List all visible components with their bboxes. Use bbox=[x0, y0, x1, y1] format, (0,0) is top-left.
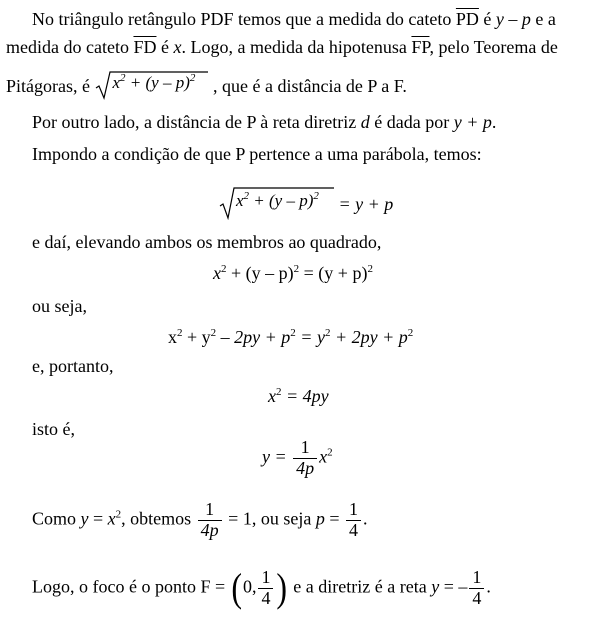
text-line-11 bbox=[32, 565, 491, 611]
variable: y bbox=[80, 508, 89, 529]
text: . bbox=[486, 576, 491, 597]
numerator: 1 bbox=[472, 567, 482, 587]
numerator: 1 bbox=[348, 499, 358, 519]
numerator: 1 bbox=[205, 499, 215, 519]
expression: y – p bbox=[495, 9, 531, 29]
text-line-1 bbox=[32, 10, 556, 28]
segment-fd: $\overline{FD}$ bbox=[133, 37, 157, 57]
variable: x bbox=[112, 73, 121, 92]
exponent: 2 bbox=[120, 72, 126, 84]
text: Impondo a condição de que P pertence a uma parábola, temos: bbox=[32, 144, 482, 164]
expression: = (y + p) bbox=[299, 263, 368, 283]
text-line-3 bbox=[6, 70, 407, 100]
equation-5 bbox=[262, 438, 333, 479]
text: é bbox=[478, 9, 496, 29]
sqrt-expression bbox=[218, 186, 334, 220]
expression: + (y – p) bbox=[249, 191, 314, 210]
exponent: 2 bbox=[221, 263, 227, 275]
variable: x bbox=[168, 327, 177, 347]
text-line-2 bbox=[6, 38, 558, 56]
exponent: 2 bbox=[177, 327, 183, 339]
text: isto é, bbox=[32, 419, 75, 439]
text: e a diretriz é a reta bbox=[288, 576, 432, 597]
denominator: 4 bbox=[258, 588, 273, 609]
expression: + (y – p) bbox=[125, 73, 190, 92]
equation-2 bbox=[213, 264, 373, 282]
exponent: 2 bbox=[293, 263, 300, 275]
equation-3 bbox=[168, 328, 413, 346]
denominator: 4 bbox=[469, 588, 484, 609]
numerator: 1 bbox=[300, 437, 310, 457]
expression: – 2py + p bbox=[216, 327, 291, 347]
text: . bbox=[362, 508, 368, 529]
exponent: 2 bbox=[367, 263, 373, 275]
variable: y bbox=[431, 576, 440, 597]
variable: x bbox=[107, 508, 116, 529]
expression: + y bbox=[182, 327, 211, 347]
equation-4 bbox=[268, 387, 329, 405]
variable: p bbox=[315, 508, 325, 529]
exponent: 2 bbox=[276, 386, 282, 398]
exponent: 2 bbox=[210, 327, 217, 339]
text-line-8 bbox=[32, 357, 113, 375]
variable: x bbox=[268, 386, 276, 406]
text-line-7 bbox=[32, 297, 87, 315]
text: . bbox=[491, 112, 497, 132]
denominator: 4p bbox=[293, 458, 317, 479]
text: ou seja, bbox=[32, 296, 87, 316]
text: é dada por bbox=[369, 112, 454, 132]
text: = bbox=[88, 508, 108, 529]
exponent: 2 bbox=[189, 72, 196, 84]
exponent: 2 bbox=[243, 190, 250, 202]
text: Pitágoras, é bbox=[6, 76, 95, 96]
variable: x bbox=[319, 446, 328, 467]
variable: d bbox=[360, 112, 370, 132]
text: Logo, o foco é o ponto F = bbox=[32, 576, 230, 597]
denominator: 4 bbox=[346, 520, 361, 541]
text-line-6 bbox=[32, 233, 381, 251]
fraction bbox=[198, 500, 222, 541]
numerator: 1 bbox=[261, 567, 271, 587]
text: e, portanto, bbox=[32, 356, 114, 376]
text: = 1, ou seja bbox=[223, 508, 316, 529]
text-line-4 bbox=[32, 113, 496, 131]
text: Por outro lado, a distância de P à reta diretriz bbox=[32, 112, 361, 132]
expression: = y bbox=[295, 327, 325, 347]
open-paren: ( bbox=[230, 565, 242, 611]
exponent: 2 bbox=[324, 327, 331, 339]
denominator: 4p bbox=[198, 520, 222, 541]
exponent: 2 bbox=[327, 446, 333, 459]
sqrt-expression bbox=[94, 70, 208, 100]
exponent: 2 bbox=[115, 508, 122, 521]
text: e daí, elevando ambos os membros ao quadrado, bbox=[32, 232, 382, 252]
text-line-10 bbox=[32, 500, 367, 541]
text: . Logo, a medida da hipotenusa bbox=[181, 37, 412, 57]
equation-1 bbox=[218, 186, 393, 220]
text: = bbox=[324, 508, 344, 529]
text: No triângulo retângulo PDF temos que a medida do cateto bbox=[32, 9, 456, 29]
segment-pd: $\overline{PD}$ bbox=[455, 9, 479, 29]
text-line-5 bbox=[32, 145, 482, 163]
text: , obtemos bbox=[121, 508, 196, 529]
expression: = y + p bbox=[334, 194, 394, 214]
exponent: 2 bbox=[313, 190, 319, 202]
fraction bbox=[469, 568, 484, 609]
variable: x bbox=[236, 191, 244, 210]
segment-fp: $\overline{FP}$ bbox=[411, 37, 430, 57]
fraction bbox=[293, 438, 317, 479]
text: , que é a distância de P a F. bbox=[212, 76, 407, 96]
fraction bbox=[258, 568, 273, 609]
expression: + (y – p) bbox=[226, 263, 294, 283]
text: é bbox=[156, 37, 174, 57]
text: 0, bbox=[242, 576, 257, 597]
expression: y + p bbox=[453, 112, 492, 132]
text-line-9 bbox=[32, 420, 75, 438]
expression: = 4py bbox=[281, 386, 329, 406]
text: Como bbox=[32, 508, 81, 529]
close-paren: ) bbox=[276, 565, 288, 611]
exponent: 2 bbox=[407, 327, 414, 339]
text: = – bbox=[439, 576, 468, 597]
expression: y = bbox=[262, 446, 292, 467]
expression: + 2py + p bbox=[330, 327, 408, 347]
text: e a bbox=[530, 9, 556, 29]
variable: x bbox=[213, 263, 221, 283]
text: , pelo Teorema de bbox=[429, 37, 558, 57]
text: medida do cateto bbox=[6, 37, 134, 57]
fraction bbox=[346, 500, 361, 541]
variable: x bbox=[173, 37, 182, 57]
exponent: 2 bbox=[290, 327, 296, 339]
